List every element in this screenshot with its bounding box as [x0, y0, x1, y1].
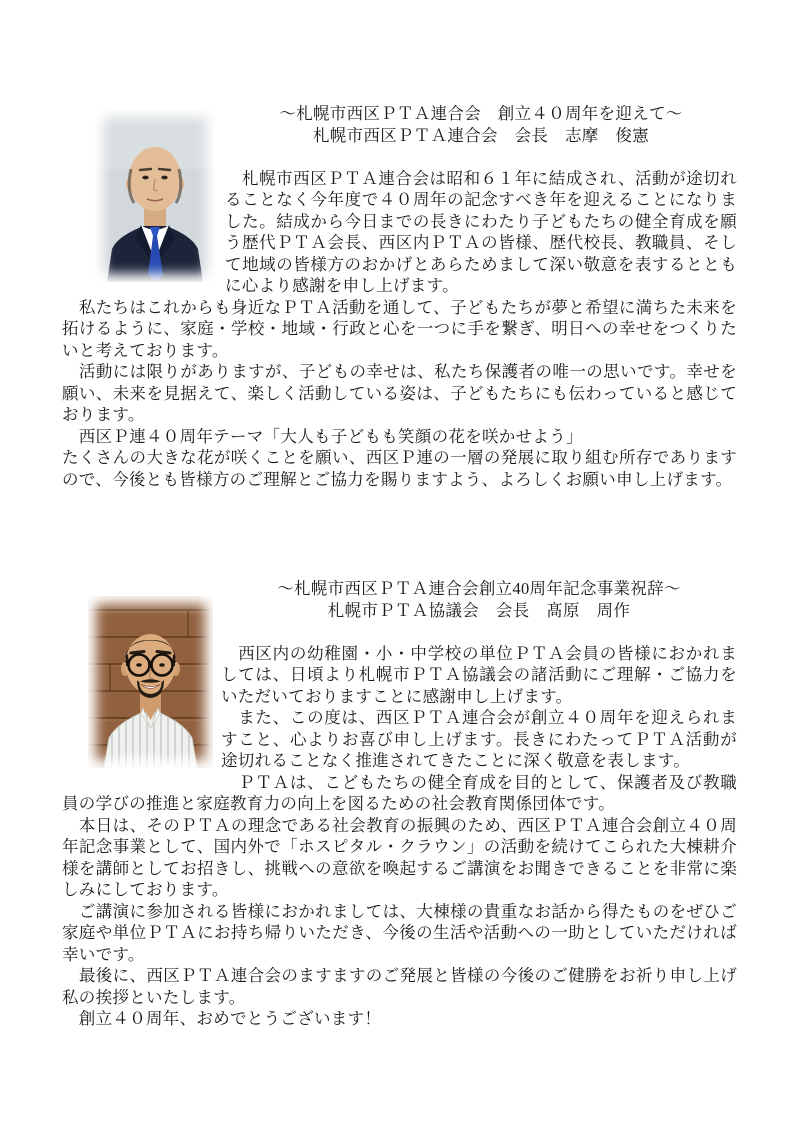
chairman-portrait-illustration [95, 109, 215, 282]
section1-author: 札幌市西区ＰＴＡ連合会 会長 志摩 俊憲 [313, 125, 649, 145]
section1-paragraph: 私たちはこれからも身近なＰＴＡ活動を通して、子どもたちが夢と希望に満ちた未来を拓けるように、家庭・学校・地域・行政と心を一つに手を繋ぎ、明日への幸せをつくりたいと考えております。 [62, 297, 737, 360]
section-gap [62, 490, 737, 578]
section2-paragraph: また、この度は、西区ＰＴＡ連合会が創立４０周年を迎えられますこと、心よりお喜び申し上げます。長きにわたってＰＴＡ活動が途切れることなく推進されてきたことに深く敬意を表します。 [221, 708, 737, 770]
greeting-section-nishi-pta [62, 103, 737, 490]
section2-paragraph: ご講演に参加される皆様におかれましては、大棟様の貴重なお話から得たものをぜひご家庭や単位ＰＴＡにお持ち帰りいただき、今後の生活や活動への一助としていただければ幸いです。 [62, 901, 737, 964]
section2-paragraph: 最後に、西区ＰＴＡ連合会のますますのご発展と皆様の今後のご健勝をお祈り申し上げ私の挨拶といたします。 [62, 966, 737, 1007]
section2-paragraph: 本日は、そのＰＴＡの理念である社会教育の振興のため、西区ＰＴＡ連合会創立４０周年記念事業として、国内外で「ホスピタル・クラウン」の活動を続けてこられた大棟耕介様を講師としてお招きし、挑戦への意欲を喚起するご講演をお聞きできることを非常に楽しみにしております。 [62, 815, 737, 899]
congratulatory-section-sapporo-pta [62, 578, 737, 1030]
section1-paragraph: 札幌市西区ＰＴＡ連合会は昭和６１年に結成され、活動が途切れることなく今年度で４０周年の記念すべき年を迎えることになりました。結成から今日までの長きにわたり子どもたちの健全育成を願う歴代ＰＴＡ会長、西区内ＰＴＡの皆様、歴代校長、教職員、そして地域の皆様方のおかげとあらためまして深い敬意を表するとともに心より感謝を申し上げます。 [225, 168, 737, 295]
section1-title: ～札幌市西区ＰＴＡ連合会 創立４０周年を迎えて～ [279, 104, 683, 123]
president-photo [88, 596, 213, 768]
chairman-photo [95, 109, 215, 282]
section1-paragraph: たくさんの大きな花が咲くことを願い、西区Ｐ連の一層の発展に取り組む所存でありますので、今後とも皆様方のご理解とご協力を賜りますよう、よろしくお願い申し上げます。 [62, 448, 737, 489]
section1-paragraph: 西区Ｐ連４０周年テーマ「大人も子どもも笑顔の花を咲かせよう」 [62, 426, 583, 446]
section2-paragraph: ＰＴＡは、こどもたちの健全育成を目的として、保護者及び教職員の学びの推進と家庭教育力の向上を図るための社会教育関係団体です。 [62, 772, 737, 813]
section2-paragraph: 創立４０周年、おめでとうございます！ [62, 1009, 382, 1028]
section1-paragraph: 活動には限りがありますが、子どもの幸せは、私たち保護者の唯一の思いです。幸せを願い、未来を見据えて、楽しく活動している姿は、子どもたちにも伝わっていると感じております。 [62, 362, 737, 424]
section2-paragraph: 西区内の幼稚園・小・中学校の単位ＰＴＡ会員の皆様におかれましては、日頃より札幌市ＰＴＡ協議会の諸活動にご理解・ご協力をいただいておりますことに感謝申し上げます。 [221, 643, 737, 706]
section2-author: 札幌市ＰＴＡ協議会 会長 髙原 周作 [327, 600, 631, 620]
president-portrait-illustration [88, 596, 213, 768]
section2-title: ～札幌市西区ＰＴＡ連合会創立40周年記念事業祝辞～ [277, 579, 681, 598]
